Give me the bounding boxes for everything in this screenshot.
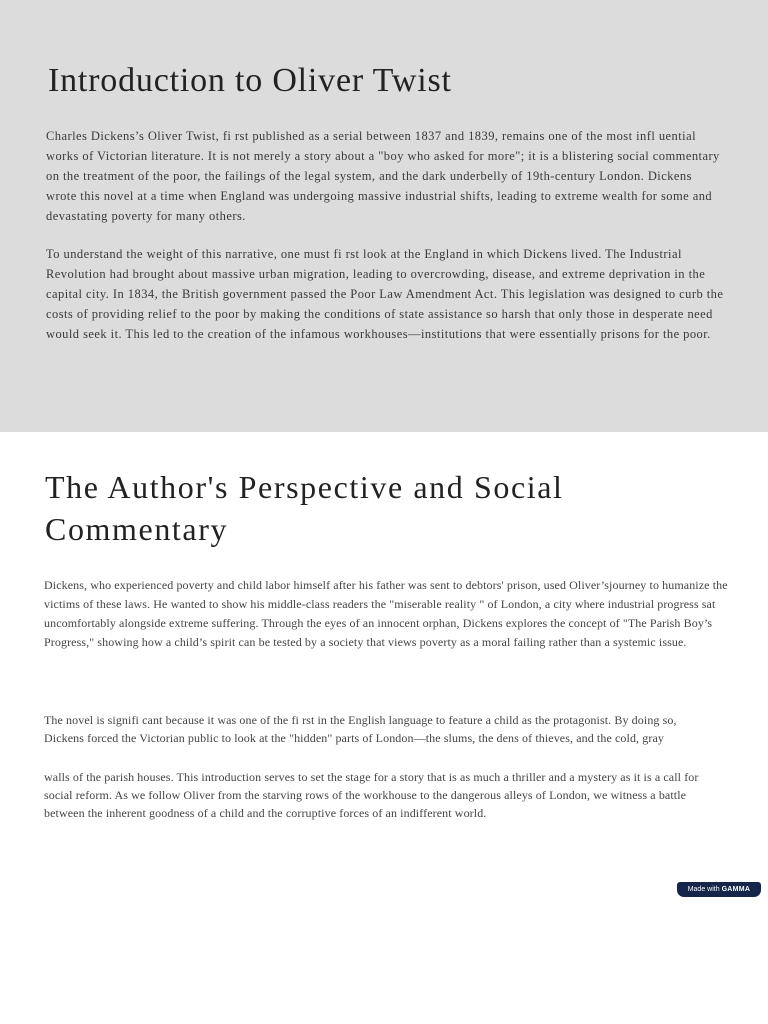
badge-prefix: Made with (687, 886, 722, 893)
intro-paragraph-2: To understand the weight of this narrative, one must fi rst look at the England in which Dickens lived. The Industrial Revolution had brought about massive urban migration, leading to overcrowding, disease, and extreme deprivation in the capital city. In 1834, the British government passed the Poor Law Amendment Act. This legislation was designed to curb the costs of providing relief to the poor by making the conditions of state assistance so harsh that only those in desperate need would seek it. This led to the creation of the infamous workhouses—institutions that were essentially prisons for the poor. (46, 247, 724, 341)
intro-title: Introduction to Oliver Twist (48, 62, 452, 99)
author-paragraph-3: walls of the parish houses. This introduction serves to set the stage for a story that is as much a thriller and a mystery as it is a call for social reform. As we follow Oliver from the starving rows of the workhouse to the dangerous alleys of London, we witness a battle between the inherent goodness of a child and the corruptive forces of an indifferent world. (44, 770, 699, 820)
author-paragraph-2: The novel is signifi cant because it was one of the fi rst in the English language to feature a child as the protagonist. By doing so, Dickens forced the Victorian public to look at the "hidden" parts of London—the slums, the dens of thieves, and the cold, gray (44, 713, 677, 745)
author-perspective-section (0, 432, 768, 1024)
author-paragraph-1: Dickens, who experienced poverty and child labor himself after his father was sent to debtors' prison, used Oliver’sjourney to humanize the victims of these laws. He wanted to show his middle-class readers the "miserable reality " of London, a city where industrial progress sat uncomfortably alongside extreme suffering. Through the eyes of an innocent orphan, Dickens explores the concept of "The Parish Boy’s Progress," showing how a child’s spirit can be tested by a society that views poverty as a moral failing rather than a systemic issue. (44, 578, 728, 649)
intro-paragraph-1: Charles Dickens’s Oliver Twist, fi rst published as a serial between 1837 and 1839, remains one of the most infl uential works of Victorian literature. It is not merely a story about a "boy who asked for more"; it is a blistering social commentary on the treatment of the poor, the failings of the legal system, and the dark underbelly of 19th-century London. Dickens wrote this novel at a time when England was undergoing massive industrial shifts, leading to extreme wealth for some and devastating poverty for many others. (46, 129, 720, 223)
made-with-gamma-badge[interactable] (677, 882, 761, 897)
author-perspective-title: The Author's Perspective and Social Commentary (45, 469, 564, 547)
gamma-logo: GAMMA (721, 886, 751, 893)
intro-section (0, 0, 768, 432)
